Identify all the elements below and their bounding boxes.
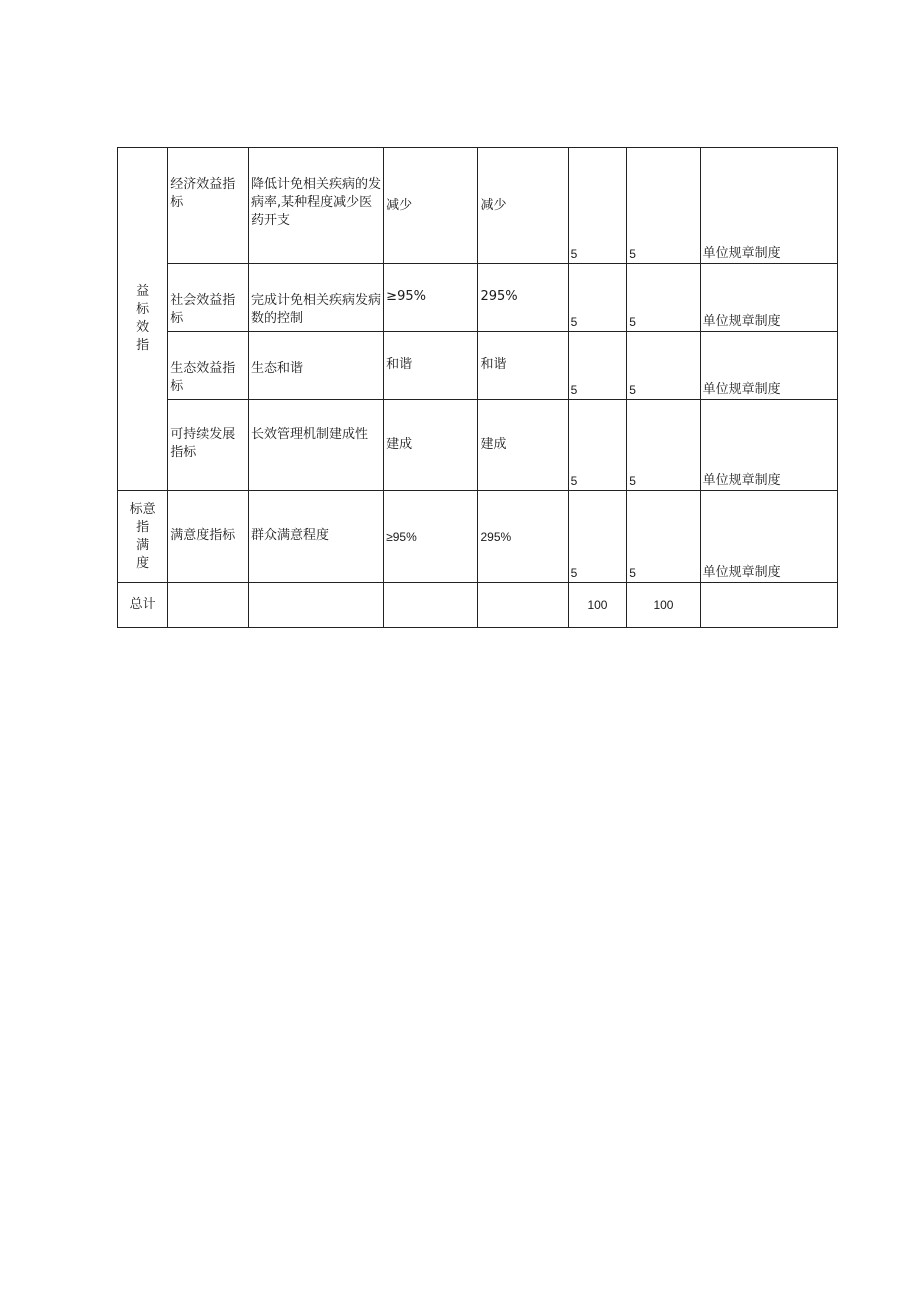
indicator-description: 群众满意程度: [248, 491, 383, 583]
table-row: [118, 148, 838, 264]
total-label: 总计: [118, 583, 168, 628]
target-value: ≥95%: [384, 491, 478, 583]
empty-cell: [248, 583, 383, 628]
target-value: 建成: [384, 400, 478, 491]
category-benefit-indicator: [118, 148, 168, 491]
table-row: [118, 491, 838, 583]
indicator-description: 生态和谐: [248, 332, 383, 400]
indicator-name: 满意度指标: [168, 491, 249, 583]
category-char: 满: [136, 537, 150, 553]
category-char: 指: [136, 338, 150, 353]
category-char: 度: [136, 555, 150, 571]
table-row: [118, 400, 838, 491]
weight-value: 5: [568, 148, 627, 264]
indicator-description: 降低计免相关疾病的发病率,某种程度减少医药开支: [248, 148, 383, 264]
indicator-description: 完成计免相关疾病发病数的控制: [248, 264, 383, 332]
weight-value: 5: [568, 400, 627, 491]
indicator-name: 可持续发展指标: [168, 400, 249, 491]
target-value: 减少: [384, 148, 478, 264]
total-row: [118, 583, 838, 628]
target-value: ≥95%: [384, 264, 478, 332]
empty-cell: [478, 583, 568, 628]
category-char: 效: [136, 320, 150, 335]
indicator-name: 生态效益指标: [168, 332, 249, 400]
empty-cell: [384, 583, 478, 628]
weight-value: 5: [568, 264, 627, 332]
indicator-description: 长效管理机制建成性: [248, 400, 383, 491]
actual-value: 295%: [478, 264, 568, 332]
evaluation-basis: 单位规章制度: [700, 264, 837, 332]
evaluation-basis: 单位规章制度: [700, 400, 837, 491]
score-value: 5: [627, 400, 700, 491]
table-row: [118, 332, 838, 400]
actual-value: 减少: [478, 148, 568, 264]
category-char: 益: [136, 284, 150, 299]
empty-cell: [168, 583, 249, 628]
category-char: 指: [136, 519, 150, 535]
score-value: 5: [627, 332, 700, 400]
weight-value: 5: [568, 332, 627, 400]
total-score: 100: [627, 583, 700, 628]
indicator-name: 社会效益指标: [168, 264, 249, 332]
actual-value: 和谐: [478, 332, 568, 400]
evaluation-basis: 单位规章制度: [700, 332, 837, 400]
performance-table: [117, 147, 838, 628]
evaluation-basis: 单位规章制度: [700, 491, 837, 583]
table-row: [118, 264, 838, 332]
score-value: 5: [627, 491, 700, 583]
empty-cell: [700, 583, 837, 628]
indicator-name: 经济效益指标: [168, 148, 249, 264]
category-char: 标: [136, 302, 150, 317]
category-char: 标意: [129, 501, 156, 517]
actual-value: 295%: [478, 491, 568, 583]
actual-value: 建成: [478, 400, 568, 491]
weight-value: 5: [568, 491, 627, 583]
score-value: 5: [627, 264, 700, 332]
target-value: 和谐: [384, 332, 478, 400]
total-weight: 100: [568, 583, 627, 628]
category-satisfaction-indicator: [118, 491, 168, 583]
evaluation-basis: 单位规章制度: [700, 148, 837, 264]
score-value: 5: [627, 148, 700, 264]
